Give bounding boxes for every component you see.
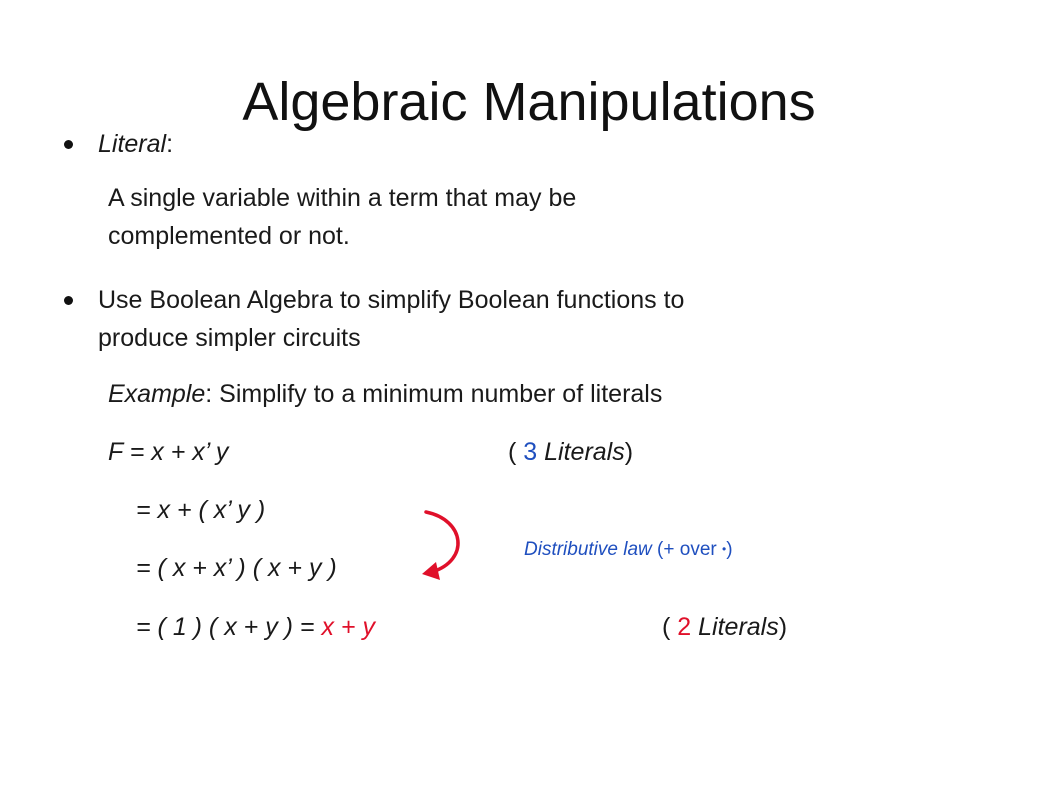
count-close: ) xyxy=(624,438,634,466)
step-1-literal-count xyxy=(508,437,633,467)
step-4-prefix: = ( 1 ) ( x + y ) = xyxy=(136,613,322,641)
boolean-line2: produce simpler circuits xyxy=(98,324,361,352)
step-2-equation: = x + ( x’ y ) xyxy=(136,496,266,524)
dot-operator: • xyxy=(722,542,727,556)
law-detail-close: ) xyxy=(726,539,733,560)
law-detail-open: (+ over xyxy=(651,539,722,560)
literal-definition-line2: complemented or not. xyxy=(108,222,350,250)
literal-definition-line1: A single variable within a term that may be xyxy=(108,184,577,212)
step-4-result: x + y xyxy=(321,613,375,641)
literal-term: Literal xyxy=(98,130,167,158)
step-3-equation: = ( x + x’ ) ( x + y ) xyxy=(136,554,337,582)
literal-heading xyxy=(98,129,173,159)
count-open: ( xyxy=(508,438,524,466)
slide-title: Algebraic Manipulations xyxy=(242,72,816,132)
bullet-dot xyxy=(64,140,73,149)
example-line xyxy=(108,379,662,409)
law-name: Distributive law xyxy=(524,539,652,560)
count-open: ( xyxy=(662,613,678,641)
count-number: 2 xyxy=(677,613,692,641)
step-4-literal-count xyxy=(662,612,787,642)
count-close: ) xyxy=(778,613,788,641)
step-1-equation: F = x + x’ y xyxy=(108,438,229,466)
bullet-dot xyxy=(64,296,73,305)
distributive-law-note xyxy=(524,537,733,562)
boolean-line1: Use Boolean Algebra to simplify Boolean functions to xyxy=(98,286,685,314)
curved-arrow-icon xyxy=(410,500,480,590)
count-word: Literals xyxy=(691,613,779,641)
step-4-equation xyxy=(136,612,375,642)
example-label: Example xyxy=(108,380,206,408)
count-number: 3 xyxy=(523,438,538,466)
count-word: Literals xyxy=(537,438,625,466)
example-text: : Simplify to a minimum number of literals xyxy=(205,380,663,408)
literal-colon: : xyxy=(166,130,174,158)
